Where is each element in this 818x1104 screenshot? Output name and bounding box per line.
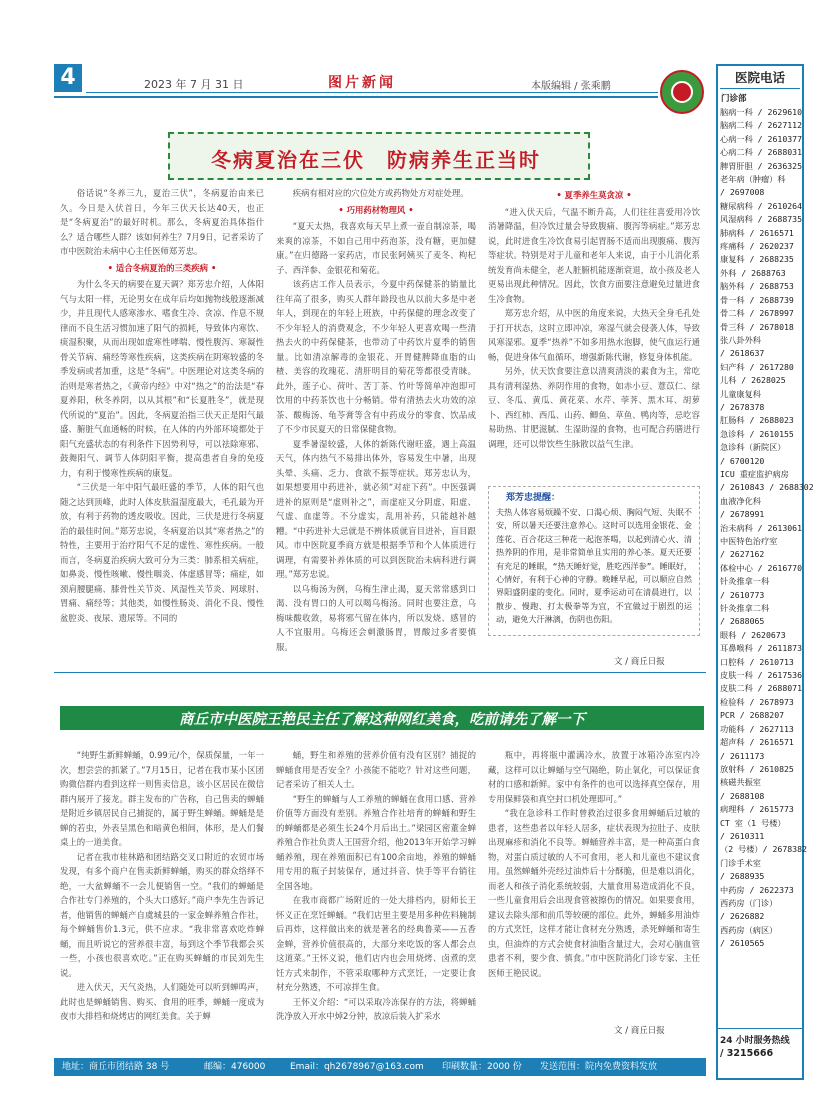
paragraph: 王怀义介绍：“可以采取冷冻保存的方法，将蝉蛹洗净放入开水中焯2分钟，放凉后装入扩采水: [276, 996, 476, 1021]
phone-entry: 针灸推拿二科: [720, 603, 770, 614]
issue-date: 2023 年 7 月 31 日: [144, 78, 244, 91]
phone-entry: 心病一科 / 2610377: [720, 133, 803, 144]
sidebar-title: 医院电话: [734, 70, 785, 85]
header-rule: [86, 92, 658, 93]
phone-entry: / 2610311: [720, 830, 765, 841]
article-title: 冬病夏治在三伏 防病养生正当时: [211, 148, 541, 172]
phone-entry: 脑外科 / 2688753: [720, 281, 794, 292]
paragraph: “我在急诊科工作时曾救治过很多食用蝉蛹后过敏的患者，这些患者以年轻人居多，症状表现为拉肚子、皮肤出现麻疹和消化不良等。蝉蛹营养丰富，是一种高蛋白食物，对蛋白质过敏的人不可食用，老人和儿童也不建议食用。虽然蝉蛹外壳经过油炸后十分酥脆，但是难以消化，而老人和孩子消化系统较弱，大量食用易造成消化不良，一些儿童食用后会出现食管被擦伤的情况。如果要食用，建议去除头部和前爪等较硬的部位。此外，蝉蛹多用油炸的方式烹饪，这样才能让食材充分熟透，杀死蝉蛹和寄生虫，但油炸的方式会使食材油脂含量过大，会对心脑血管患者不利，要少食、慎食。”市中医院消化门诊专家、主任医师王艳民说。: [488, 808, 700, 978]
hotline-rule: [718, 1028, 804, 1029]
phone-entry: / 2688065: [720, 616, 765, 627]
tip-text: 夫热人体容易烦躁不安、口渴心烦、胸闷气短、失眠不安，所以暑天还要注意养心。这时可以选用金银花、金莲花、百合花这三种花一起泡茶喝，以起到清心火、清热养阴的作用，是非常简单且实用的养心茶。夏天还要有充足的睡眠，“热天睡好觉，胜吃西洋参”。睡眠好，心情好，有利于心神的守静。晚睡早起，可以顺应自然界阳盛阴虚的变化。同时，夏季运动可在清晨进行，以散步、慢跑、打太极拳等为宜，不宜做过于剧烈的运动，避免大汗淋漓，伤阴也伤阳。: [496, 507, 692, 625]
phone-entry: 脾胃肝胆 / 2636325: [720, 160, 803, 171]
paragraph: “进入伏天后，气温不断升高，人们往往喜爱用冷饮消暑降温，但冷饮过量会导致腹痛、腹泻等病症。”郑芳忠说，此时进食生冷饮食易引起胃肠不适而出现腹痛、腹泻等症状。特别是对于儿童和老年人来说，由于小儿消化系统发育尚未健全，老人脏腑机能逐渐衰退，故小孩及老人更易出现此种情况。因此，饮食方面要注意避免过量进食生冷食物。: [488, 206, 700, 304]
article2-credit: 文 / 商丘日报: [614, 1026, 665, 1036]
hospital-logo: [660, 70, 704, 114]
phone-entry: 外科 / 2688763: [720, 267, 786, 278]
footer-bar: [54, 1058, 706, 1076]
page-number: 4: [54, 64, 82, 92]
phone-entry: / 2626882: [720, 911, 765, 922]
phone-entry: ICU 重症监护病房: [720, 468, 789, 479]
phone-entry: 妇产科 / 2617280: [720, 361, 794, 372]
phone-entry: 门诊手术室: [720, 857, 761, 868]
article-column-2: [276, 186, 476, 652]
phone-entry: 中药房 / 2622373: [720, 884, 794, 895]
phone-entry: 儿科 / 2628025: [720, 375, 786, 386]
article2-column-1: [60, 748, 264, 1038]
sidebar-dept-heading: 门诊部: [721, 94, 747, 104]
phone-entry: / 2688108: [720, 790, 765, 801]
subheading: • 夏季养生莫贪凉 •: [556, 190, 632, 200]
phone-entry: 儿童康复科: [720, 388, 761, 399]
paragraph: 夏季暑湿较盛，人体的新陈代谢旺盛，遇上高温天气，体内热气不易排出体外，容易发生中暑，出现头晕、头痛、乏力、食欲不振等症状。郑芳忠认为，如果想要用中药进补，就必须“对症下药”。中医强调进补的原则是“虚则补之”，而虚症又分阴虚、阳虚、气虚、血虚等。不分虚实，乱用补药，只能越补越糟。“中药进补大忌就是不辨体质就盲目进补，盲目跟风。市中医院夏季商方就是根据季节和个人体质进行调理，有需要补养体质的可以到医院治未病科进行调理。”郑芳忠说。: [276, 438, 476, 579]
phone-entry: 疼痛科 / 2620237: [720, 241, 794, 252]
article2-column-2: [276, 748, 476, 1038]
phone-entry: 心病二科 / 2688031: [720, 147, 803, 158]
phone-entry: 张八卦外科: [720, 334, 761, 345]
footer-distribution: 发送范围：院内免费资料发放: [540, 1062, 658, 1072]
header-rule-thick: [54, 96, 658, 98]
phone-entry: / 2678991: [720, 509, 765, 520]
subheading: • 适合冬病夏治的三类疾病 •: [107, 262, 217, 273]
footer-print-count: 印刷数量：2000 份: [442, 1062, 522, 1072]
phone-entry: 风湿病科 / 2688735: [720, 214, 803, 225]
phone-entry: / 2610773: [720, 589, 765, 600]
phone-entry: 肺病科 / 2616571: [720, 227, 794, 238]
paragraph: 疾病有相对应的穴位处方或药物处方对症处理。: [292, 188, 469, 198]
paragraph: “三伏是一年中阳气最旺盛的季节，人体的阳气也随之达到顶峰，此时人体皮肤温湿度最大，毛孔最为开放，有利于药物的透皮吸收。因此，三伏是进行冬病夏治的最佳时间。”郑芳忠说，冬病夏治以其“寒者热之”的特性，主要用于治疗阳气不足的虚性、寒性疾病。一般而言，冬病夏治疾病大致可分为三类：肺系相关病症，如鼻炎、慢性咳嗽、慢性咽炎、体虚感冒等；痛症，如颈肩腰腿痛、膝骨性关节炎、风湿性关节炎、网球肘、胃痛、痛经等；其他类，如慢性肠炎、消化不良、慢性盆腔炎、夜尿、遗尿等。不同的: [60, 482, 264, 623]
phone-entry: 病理科 / 2615773: [720, 804, 794, 815]
section-divider: [54, 672, 706, 673]
phone-entry: 西药房（病区）: [720, 924, 778, 935]
phone-entry: 急诊科（新院区）: [720, 442, 786, 453]
paragraph: 进入伏天，天气炎热，人们随处可以听到蝉鸣声，此时也是蝉蛹销售、购买、食用的旺季，蝉蛹一度成为夜市大排档和烧烤店的网红美食。关于蝉: [60, 982, 264, 1021]
phone-entry: 肛肠科 / 2688023: [720, 415, 794, 426]
phone-entry: 针灸推拿一科: [720, 576, 770, 587]
paragraph: 郑芳忠介绍，从中医的角度来说，大热天全身毛孔处于打开状态，这时立即冲凉，寒湿气就会侵袭人体，导致风寒湿邪。夏季“热养”不如多用热水泡脚，使气血运行通畅，促进身体气血循环，增强新陈代谢，修复身体机能。: [488, 308, 700, 362]
phone-entry: / 2618637: [720, 348, 765, 359]
section-title: 图片新闻: [328, 75, 396, 91]
phone-entry: 皮肤一科 / 2617536: [720, 670, 803, 681]
phone-entry: / 2678378: [720, 401, 765, 412]
phone-entry: / 2627162: [720, 549, 765, 560]
phone-entry: 脑病二科 / 2627112: [720, 120, 803, 131]
phone-entry: 急诊科 / 2610155: [720, 428, 794, 439]
phone-entry: 口腔科 / 2610713: [720, 656, 794, 667]
phone-entry: / 2697008: [720, 187, 765, 198]
phone-entry: 核磁共振室: [720, 777, 761, 788]
phone-entry: 眼科 / 2620673: [720, 629, 786, 640]
phone-entry: / 2610565: [720, 938, 765, 949]
paragraph: 在我市商都广场附近的一处大排档内，厨师长王怀义正在烹饪蝉蛹。“我们店里主要是用多种佐料腌制后再炸，这样做出来的就是著名的经典鲁菜——五香金蝉，营养价值很高的，大部分来吃饭的客人都会点这道菜。”王怀义说，他们店内也会用烧烤、卤煮的烹饪方式来制作，不管采取哪种方式烹饪，一定要让食材充分熟透，不可凉拌生食。: [276, 895, 476, 992]
phone-entry: 糖尿病科 / 2610264: [720, 200, 803, 211]
phone-entry: 放射科 / 2610825: [720, 763, 794, 774]
hotline-number: / 3215666: [720, 1048, 774, 1059]
paragraph: 以乌梅汤为例，乌梅生津止渴，夏天常常感到口渴、没有胃口的人可以喝乌梅汤。同时也要注意，乌梅味酸收敛，易将邪气留在体内，所以发烧、感冒的人不宜服用。乌梅还会刺激肠胃，胃酸过多者要慎服。: [276, 583, 476, 652]
phone-entry: 骨一科 / 2688739: [720, 294, 794, 305]
phone-entry: 功能科 / 2627113: [720, 723, 794, 734]
phone-entry: 康复科 / 2688235: [720, 254, 794, 265]
phone-entry: CT 室（1 号楼）: [720, 817, 786, 828]
article-column-3: [488, 186, 700, 471]
footer-address: 地址：商丘市团结路 38 号: [62, 1062, 170, 1072]
phone-entry: 检验科 / 2678973: [720, 696, 794, 707]
article-credit: 文 / 商丘日报: [614, 657, 665, 667]
phone-entry: （2 号楼）/ 2678382: [720, 844, 807, 855]
subheading: • 巧用药材物理风 •: [338, 204, 414, 215]
phone-entry: / 2610843 / 2688302: [720, 482, 814, 493]
phone-entry: 脑病一科 / 2629610: [720, 107, 803, 117]
tip-title: 郑芳忠提醒：: [506, 493, 561, 503]
paragraph: 蛹，野生和养殖的营养价值有没有区别？捕捉的蝉蛹食用是否安全？小孩能不能吃？针对这些问题，记者采访了相关人士。: [276, 750, 476, 789]
paragraph: “夏天太热，我喜欢每天早上煮一壶自制凉茶，喝来爽的凉茶，不如自己用中药泡茶，没有糖，更加健康。”在归德路一家药店，市民张阿姨买了麦冬、枸杞子、西洋参、金银花和菊花。: [276, 221, 476, 275]
phone-entry: 超声科 / 2616571: [720, 737, 794, 748]
paragraph: 记者在我市桂林路和团结路交叉口附近的农贸市场发现，有多个商户在售卖新鲜蝉蛹，购买的群众络绎不绝，一大盆蝉蛹不一会儿便销售一空。“我们的蝉蛹是合作社专门养殖的，个头大口感好。”商户李先生告诉记者，他销售的蝉蛹产自虞城县的一家金蝉养殖合作社，每个蝉蛹售价1.3元，供不应求。“我非常喜欢吃炸蝉蛹，而且听说它的营养很丰富，每到这个季节我都会买一些，小孩也很喜欢吃。”正在购买蝉蛹的市民刘先生说。: [60, 851, 264, 978]
paragraph: 为什么冬天的病要在夏天调？郑芳忠介绍，人体阳气与太阳一样，无论男女在成年后均如抛物线般逐渐减少，并且现代人感寒渗水、嗜食生冷、贪凉、作息不规律而不良生活习惯加速了阳气的损耗，导致体内寒饮、痰湿积聚，从而出现如虚寒性哮喘、慢性腹泻、寒凝性骨关节病、痛经等寒性疾病，这类疾病在阴寒较盛的冬季发病或者加重，这是“冬病”。中医理论对这类冬病的治则是寒者热之，《黄帝内经》中对“热之”的治法是“春夏养阳，秋冬养阴，以从其根”和“长夏胜冬”，就是现代所说的“夏治”。因此，冬病夏治指三伏天正是阳气最盛、腑脏气血通畅的时候，在人体的内外部环境都处于阳气充盛状态的有利条件下因势利导，可以祛除寒邪、鼓舞阳气、调节人体阴阳平衡，提高患者自身的免疫力，有利于慢寒性疾病的康复。: [60, 279, 264, 478]
footer-email: Email：qh2678967@163.com: [290, 1062, 424, 1072]
phone-entry: 体检中心 / 2616770: [720, 562, 803, 573]
hotline-label: 24 小时服务热线: [720, 1036, 790, 1046]
phone-entry: 中医特色治疗室: [720, 536, 778, 546]
phone-entry: / 6700120: [720, 455, 765, 466]
phone-list: [720, 106, 814, 951]
article2-column-3: [488, 748, 700, 1020]
phone-entry: / 2611173: [720, 750, 765, 761]
sidebar-rule: [720, 88, 800, 89]
phone-entry: 皮肤二科 / 2688071: [720, 683, 803, 694]
phone-entry: PCR / 2688207: [720, 710, 785, 721]
paragraph: 瓶中，再将瓶中灌满冷水，放置于冰箱冷冻室内冷藏，这样可以让蝉蛹与空气隔绝，防止氧化，可以保证食材的口感和新鲜。家中有条件的也可以选择真空保存，用专用保鲜袋和真空封口机处理即可。”: [488, 750, 700, 804]
phone-entry: 西药房（门诊）: [720, 897, 778, 908]
phone-entry: / 2688935: [720, 871, 765, 882]
editor-credit: 本版编辑 / 张乘鹏: [531, 81, 611, 92]
paragraph: 另外，伏天饮食要注意以清爽清淡的素食为主，常吃具有清利湿热、养阴作用的食物，如赤小豆、薏苡仁、绿豆、冬瓜、黄瓜、黄花菜、水芹、荸荠、黑木耳、胡萝卜、西红柿、西瓜、山药、鲫鱼、草鱼、鸭肉等，忌吃容易助热、甘肥滋腻、生湿助湿的食物，也可配合药膳进行调理，还可以带饮些生脉散以益气生津。: [488, 366, 700, 449]
phone-entry: 骨三科 / 2678018: [720, 321, 794, 332]
article-column-1: [60, 186, 264, 638]
footer-postcode: 邮编：476000: [204, 1062, 266, 1072]
paragraph: “野生的蝉蛹与人工养殖的蝉蛹在食用口感、营养价值等方面没有差别。养殖合作社培育的蝉蛹和野生的蝉蛹都是必须生长24个月后出土。”梁园区密董金蝉养殖合作社负责人王国营介绍，他2013年开始学习蝉蛹养殖，现在养殖面积已有100余亩地，养殖的蝉蛹用专用的瓶子封装保存，通过抖音、快手等平台销往全国各地。: [276, 793, 476, 891]
phone-entry: 治未病科 / 2613061: [720, 522, 803, 533]
paragraph: “纯野生新鲜蝉蛹，0.99元/个，保质保量，一年一次，想尝尝的抓紧了。”7月15日，记者在我市某小区团购微信群内看到这样一则售卖信息，该小区居民在微信群内展开了接龙。群主发布的广告称，自己售卖的蝉蛹是附近乡镇居民自己捕捉的，属于野生蝉蛹。蝉蛹是是蝉的若虫，外表呈黑色和暗黄色相间，体形，是人们餐桌上的一道美食。: [60, 750, 264, 847]
phone-entry: 耳鼻喉科 / 2611873: [720, 643, 803, 654]
paragraph: 该药店工作人员表示，今夏中药保健茶的销量比往年高了很多，购买人群年龄段也从以前大多是中老年人，到现在的年轻上班族，中药保健的理念改变了不少年轻人的消费观念，不少年轻人更喜欢喝一些清热去火的中药保健茶，也带动了中药饮片夏季的销售量。比如清凉解毒的金银花、开胃健脾降血脂的山楂、美容的玫瑰花、清肝明目的菊花等都很受青睐。此外，莲子心、荷叶、苦丁茶、竹叶等简单冲泡即可饮用的中药茶饮也十分畅销。带有清热去火功效的凉茶、酸梅汤、龟苓膏等含有中药成分的零食、饮品成了不少市民夏天的日常保健食物。: [276, 279, 476, 434]
phone-entry: 骨二科 / 2678997: [720, 308, 794, 319]
phone-entry: 老年病（肿瘤）科: [720, 174, 786, 185]
article2-title: 商丘市中医院王艳民主任了解这种网红美食，吃前请先了解一下: [179, 711, 585, 728]
paragraph: 俗话说“冬养三九，夏治三伏”，冬病夏治由来已久。今日是入伏首日，今年三伏天长达40天，也正是“冬病夏治”的最好时机。那么，冬病夏治具体指什么？适合哪些人群？该如何养生？7月9日，记者采访了市中医院治未病中心主任医师郑芳忠。: [60, 188, 264, 256]
phone-entry: 血液净化科: [720, 495, 761, 506]
